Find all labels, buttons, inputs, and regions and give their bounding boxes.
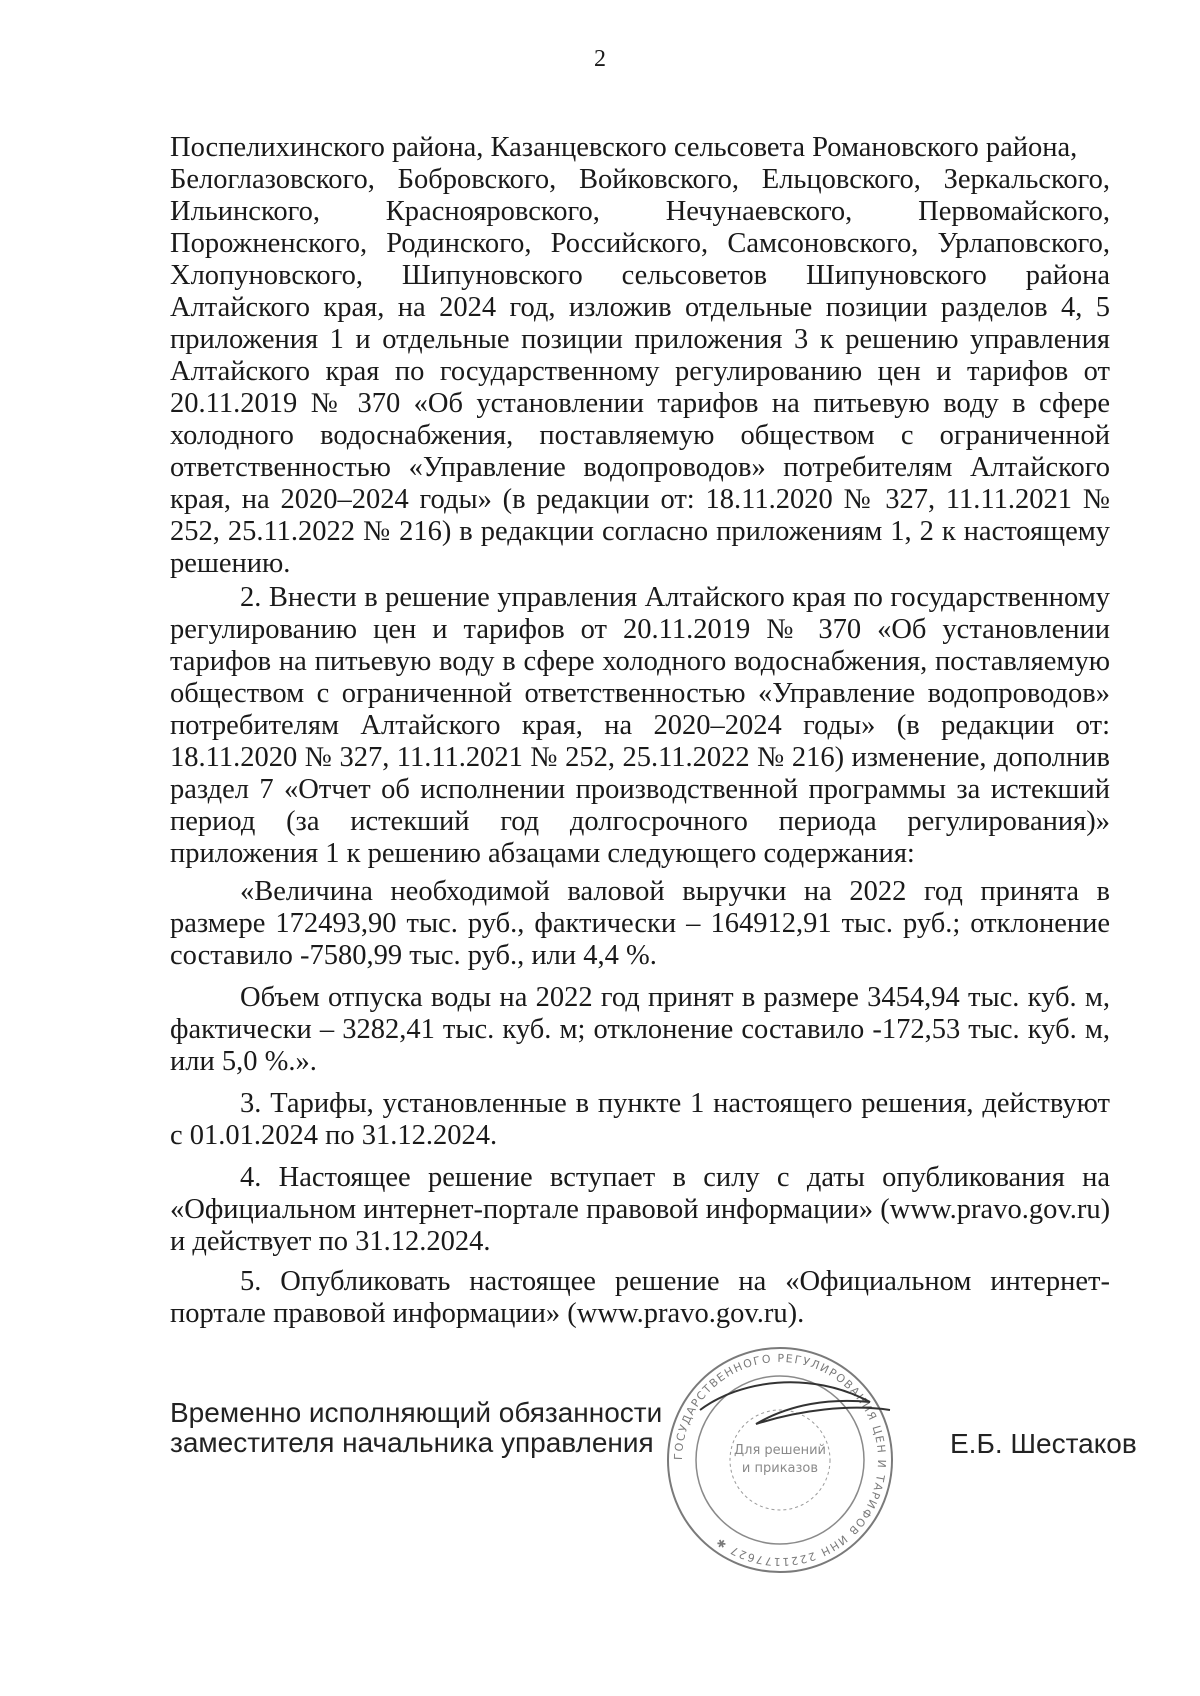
- body-line: холодного водоснабжения, поставляемую обществом с ограниченной: [170, 420, 1110, 451]
- body-line: Алтайского края, на 2024 год, изложив отдельные позиции разделов 4, 5: [170, 292, 1110, 323]
- body-line: края, на 2020–2024 годы» (в редакции от: 18.11.2020 № 327, 11.11.2021 №: [170, 484, 1110, 515]
- body-line: Алтайского края по государственному регулированию цен и тарифов от: [170, 356, 1110, 387]
- body-line: размере 172493,90 тыс. руб., фактически – 164912,91 тыс. руб.; отклонение: [170, 908, 1110, 939]
- signatory-position-line1: Временно исполняющий обязанности: [170, 1397, 663, 1428]
- body-line: Объем отпуска воды на 2022 год принят в размере 3454,94 тыс. куб. м,: [240, 982, 1110, 1013]
- body-line: 4. Настоящее решение вступает в силу с даты опубликования на: [240, 1162, 1110, 1193]
- body-line: 2. Внести в решение управления Алтайского края по государственному: [240, 582, 1110, 613]
- body-line: и действует по 31.12.2024.: [170, 1226, 491, 1257]
- page-number: 2: [594, 46, 606, 72]
- body-line: решению.: [170, 548, 291, 579]
- body-line: Ильинского, Краснояровского, Нечунаевского, Первомайского,: [170, 196, 1110, 227]
- svg-text:Для решений: Для решений: [734, 1443, 826, 1458]
- body-line: фактически – 3282,41 тыс. куб. м; отклонение составило -172,53 тыс. куб. м,: [170, 1014, 1110, 1045]
- body-line: регулированию цен и тарифов от 20.11.2019 № 370 «Об установлении: [170, 614, 1110, 645]
- official-stamp: [660, 1340, 900, 1580]
- body-line: «Величина необходимой валовой выручки на 2022 год принята в: [240, 876, 1110, 907]
- body-line: приложения 1 и отдельные позиции приложения 3 к решению управления: [170, 324, 1110, 355]
- svg-text:и приказов: и приказов: [741, 1461, 819, 1476]
- body-line: Хлопуновского, Шипуновского сельсоветов Шипуновского района: [170, 260, 1110, 291]
- body-line: тарифов на питьевую воду в сфере холодного водоснабжения, поставляемую: [170, 646, 1110, 677]
- body-line: ответственностью «Управление водопроводов» потребителям Алтайского: [170, 452, 1110, 483]
- svg-text:ГОСУДАРСТВЕННОГО РЕГУЛИРОВАНИЯ: ГОСУДАРСТВЕННОГО РЕГУЛИРОВАНИЯ ЦЕН И ТАРИФОВ ИНН 2221177627 ✱: [671, 1351, 889, 1569]
- body-line: составило -7580,99 тыс. руб., или 4,4 %.: [170, 940, 657, 971]
- body-line: «Официальном интернет-портале правовой информации» (www.pravo.gov.ru): [170, 1194, 1111, 1225]
- body-line: 18.11.2020 № 327, 11.11.2021 № 252, 25.11.2022 № 216) изменение, дополнив: [170, 742, 1110, 773]
- body-line: приложения 1 к решению абзацами следующего содержания:: [170, 838, 915, 869]
- body-line: 5. Опубликовать настоящее решение на «Официальном интернет-: [240, 1266, 1110, 1297]
- body-line: портале правовой информации» (www.pravo.gov.ru).: [170, 1298, 805, 1329]
- body-line: период (за истекший год долгосрочного периода регулирования)»: [170, 806, 1110, 837]
- signatory-position-line2: заместителя начальника управления: [170, 1427, 654, 1458]
- body-line: раздел 7 «Отчет об исполнении производственной программы за истекший: [170, 774, 1110, 805]
- body-line: с 01.01.2024 по 31.12.2024.: [170, 1120, 498, 1151]
- body-line: обществом с ограниченной ответственностью «Управление водопроводов»: [170, 678, 1110, 709]
- signatory-name: Е.Б. Шестаков: [950, 1428, 1137, 1459]
- body-line: Поспелихинского района, Казанцевского сельсовета Романовского района,: [170, 132, 1078, 163]
- body-line: 3. Тарифы, установленные в пункте 1 настоящего решения, действуют: [240, 1088, 1110, 1119]
- body-line: 252, 25.11.2022 № 216) в редакции согласно приложениям 1, 2 к настоящему: [170, 516, 1110, 547]
- body-line: Порожненского, Родинского, Российского, Самсоновского, Урлаповского,: [170, 228, 1110, 259]
- body-line: или 5,0 %.».: [170, 1046, 317, 1077]
- body-line: потребителям Алтайского края, на 2020–2024 годы» (в редакции от:: [170, 710, 1110, 741]
- body-line: 20.11.2019 № 370 «Об установлении тарифов на питьевую воду в сфере: [170, 388, 1110, 419]
- body-line: Белоглазовского, Бобровского, Войковского, Ельцовского, Зеркальского,: [170, 164, 1110, 195]
